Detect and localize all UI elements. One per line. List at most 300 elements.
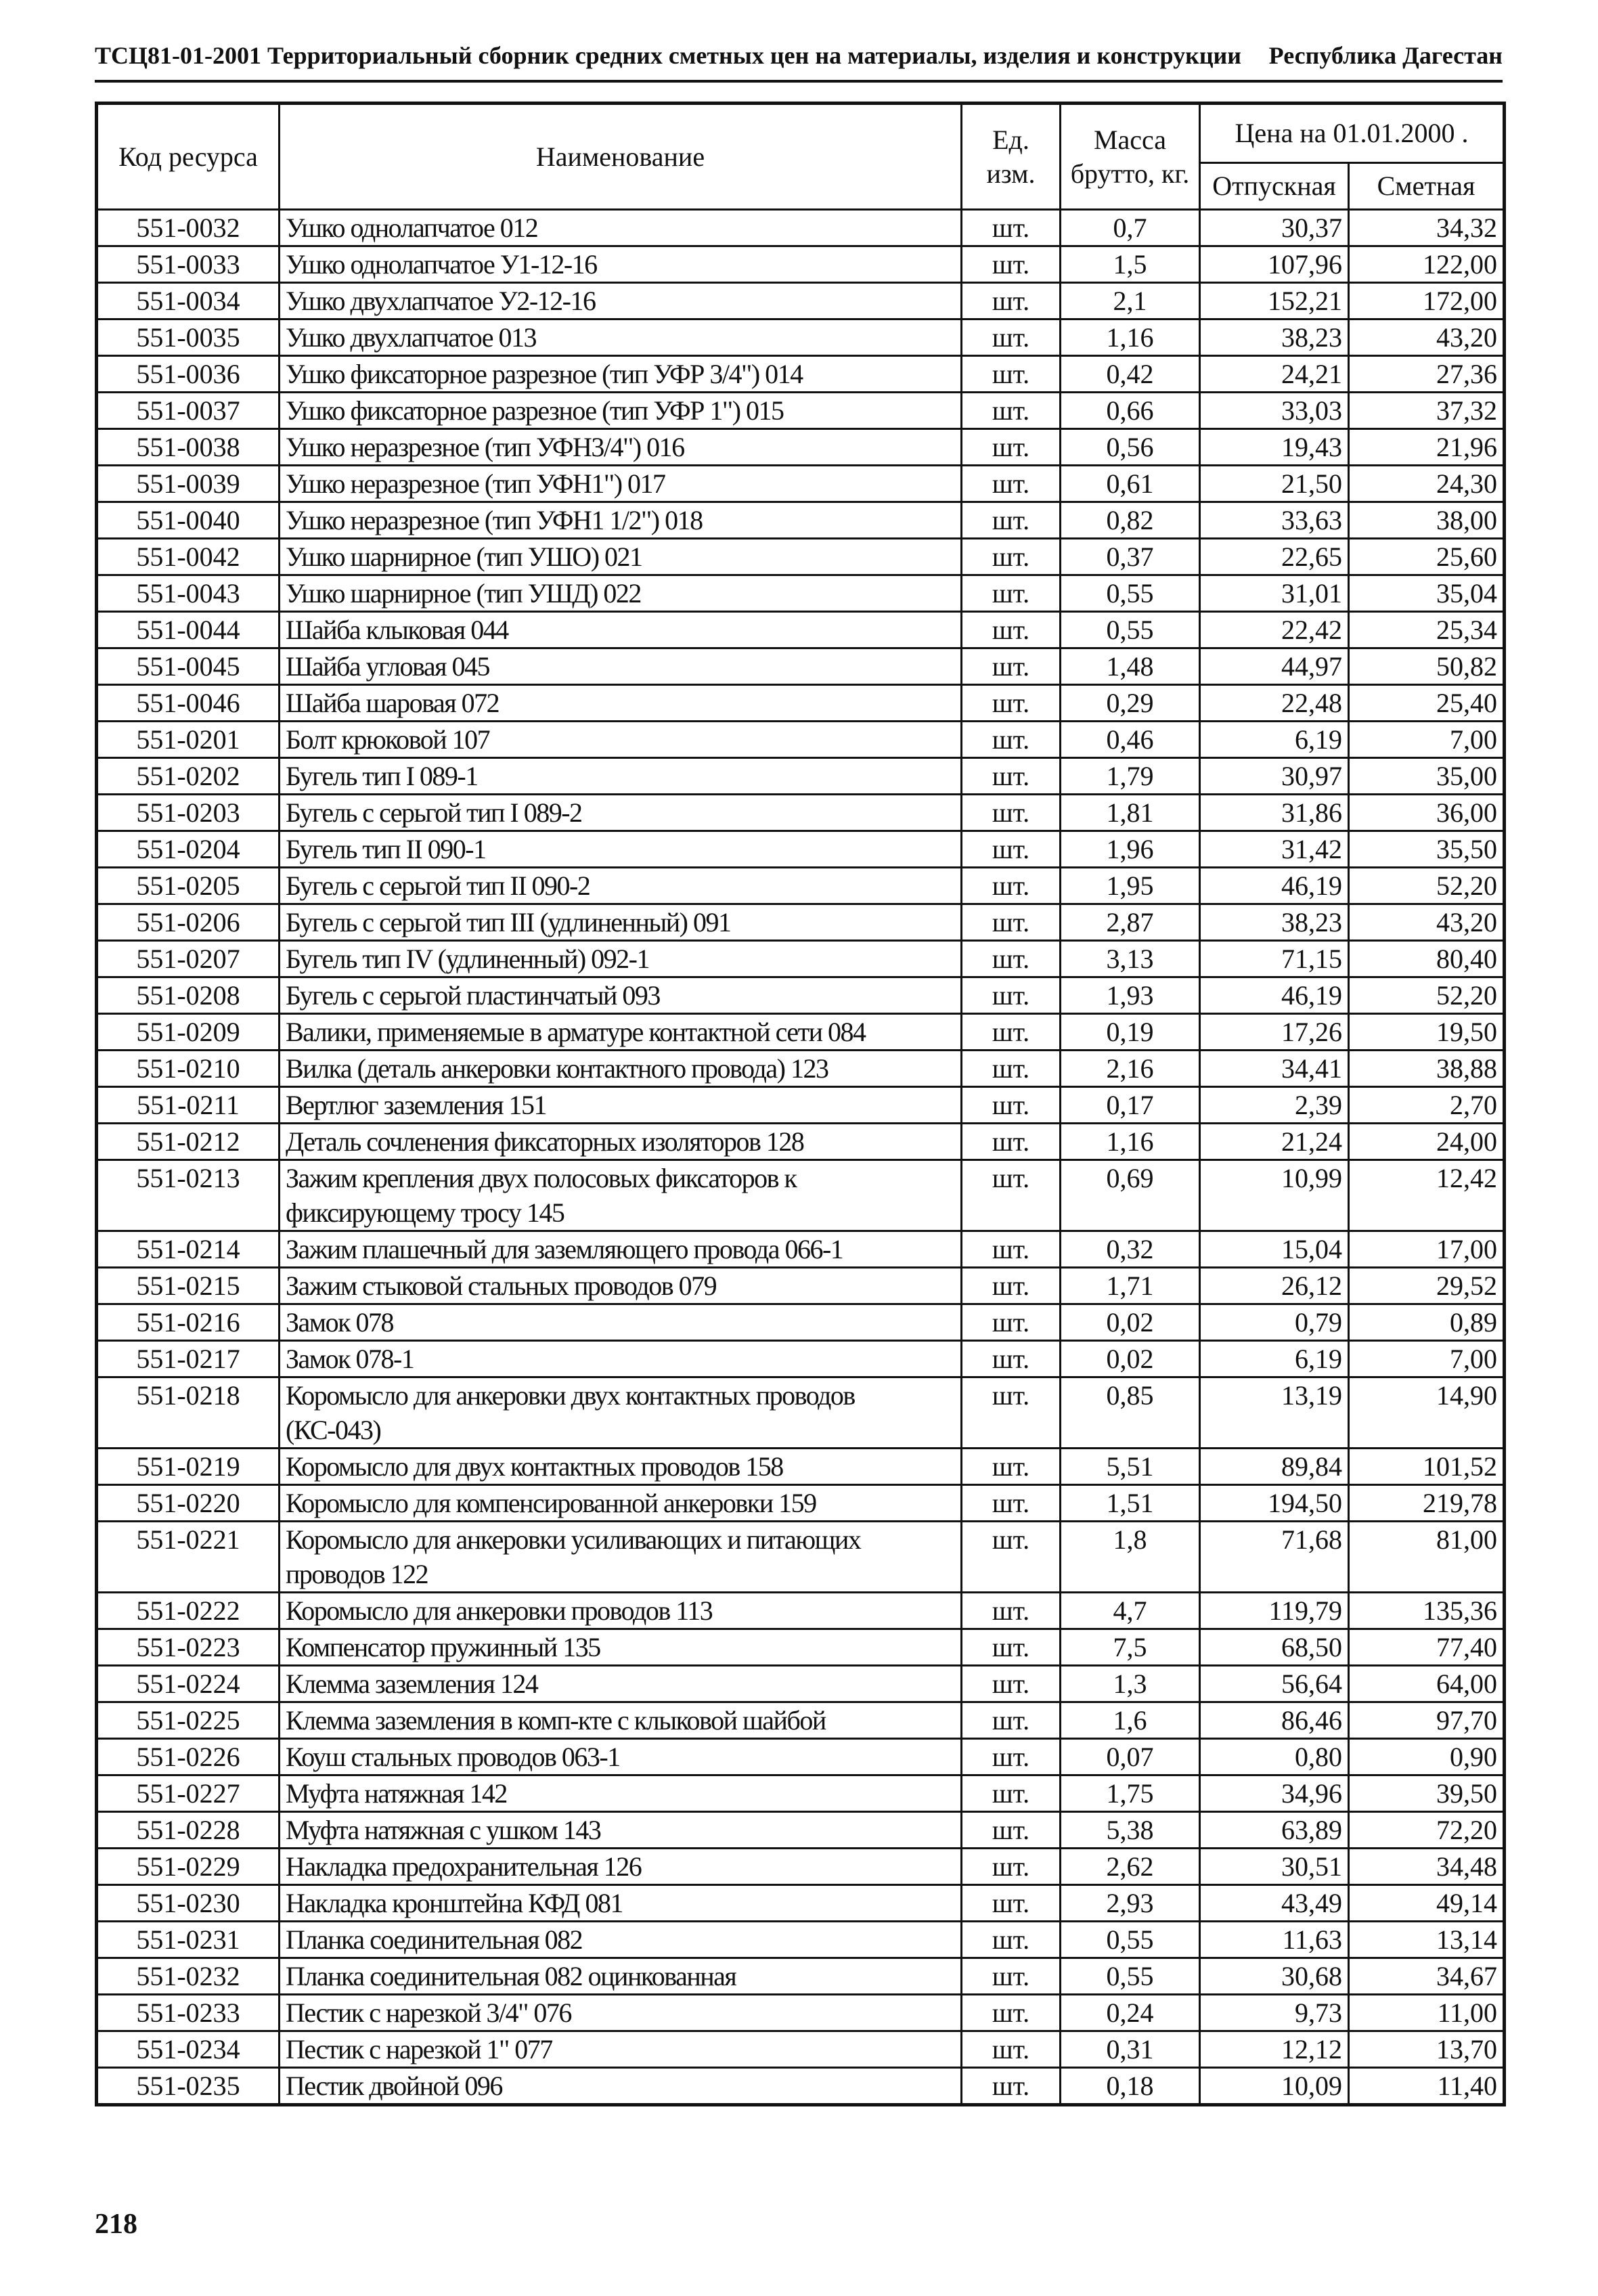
cell-unit: шт.	[962, 1922, 1061, 1958]
cell-name: Бугель с серьгой тип III (удлиненный) 091	[280, 904, 962, 941]
cell-code: 551-0201	[97, 722, 280, 758]
cell-release-price: 68,50	[1200, 1629, 1349, 1666]
table-row	[97, 1702, 1505, 1739]
cell-mass: 0,55	[1061, 1958, 1200, 1995]
cell-release-price: 86,46	[1200, 1702, 1349, 1739]
cell-mass: 1,16	[1061, 1124, 1200, 1160]
cell-code: 551-0228	[97, 1812, 280, 1849]
cell-code: 551-0231	[97, 1922, 280, 1958]
cell-code: 551-0226	[97, 1739, 280, 1775]
cell-unit: шт.	[962, 1377, 1061, 1449]
table-row	[97, 1014, 1505, 1051]
cell-unit: шт.	[962, 1666, 1061, 1702]
cell-estimate-price: 7,00	[1349, 722, 1505, 758]
cell-unit: шт.	[962, 466, 1061, 502]
table-row	[97, 356, 1505, 393]
cell-code: 551-0035	[97, 319, 280, 356]
cell-release-price: 15,04	[1200, 1231, 1349, 1268]
cell-estimate-price: 0,89	[1349, 1304, 1505, 1341]
cell-code: 551-0045	[97, 648, 280, 685]
cell-mass: 0,19	[1061, 1014, 1200, 1051]
cell-code: 551-0207	[97, 941, 280, 977]
cell-release-price: 24,21	[1200, 356, 1349, 393]
cell-code: 551-0205	[97, 868, 280, 904]
cell-estimate-price: 36,00	[1349, 795, 1505, 831]
cell-name: Шайба шаровая 072	[280, 685, 962, 722]
cell-release-price: 89,84	[1200, 1449, 1349, 1485]
cell-mass: 0,82	[1061, 502, 1200, 539]
table-row	[97, 1775, 1505, 1812]
cell-estimate-price: 12,42	[1349, 1160, 1505, 1231]
table-row	[97, 283, 1505, 319]
cell-code: 551-0044	[97, 612, 280, 648]
cell-release-price: 22,48	[1200, 685, 1349, 722]
cell-release-price: 0,80	[1200, 1739, 1349, 1775]
cell-name: Муфта натяжная 142	[280, 1775, 962, 1812]
cell-estimate-price: 39,50	[1349, 1775, 1505, 1812]
table-row	[97, 429, 1505, 466]
cell-release-price: 30,51	[1200, 1849, 1349, 1885]
cell-mass: 0,85	[1061, 1377, 1200, 1449]
cell-mass: 1,71	[1061, 1268, 1200, 1304]
cell-name: Шайба клыковая 044	[280, 612, 962, 648]
cell-code: 551-0222	[97, 1593, 280, 1629]
col-header-unit: Ед. изм.	[962, 104, 1061, 210]
cell-mass: 2,1	[1061, 283, 1200, 319]
cell-mass: 0,32	[1061, 1231, 1200, 1268]
table-row	[97, 1522, 1505, 1593]
cell-unit: шт.	[962, 502, 1061, 539]
table-row	[97, 1666, 1505, 1702]
cell-mass: 0,18	[1061, 2068, 1200, 2105]
cell-code: 551-0042	[97, 539, 280, 575]
cell-name: Ушко шарнирное (тип УШД) 022	[280, 575, 962, 612]
table-row	[97, 246, 1505, 283]
cell-release-price: 19,43	[1200, 429, 1349, 466]
table-row	[97, 685, 1505, 722]
cell-mass: 1,96	[1061, 831, 1200, 868]
table-row	[97, 1449, 1505, 1485]
cell-mass: 0,55	[1061, 575, 1200, 612]
cell-unit: шт.	[962, 393, 1061, 429]
cell-release-price: 34,96	[1200, 1775, 1349, 1812]
table-row	[97, 1341, 1505, 1377]
cell-code: 551-0223	[97, 1629, 280, 1666]
cell-mass: 0,46	[1061, 722, 1200, 758]
cell-unit: шт.	[962, 1268, 1061, 1304]
cell-name: Ушко однолапчатое 012	[280, 210, 962, 246]
cell-estimate-price: 77,40	[1349, 1629, 1505, 1666]
cell-name: Вертлюг заземления 151	[280, 1087, 962, 1124]
header-region: Республика Дагестан	[1268, 42, 1503, 69]
cell-estimate-price: 52,20	[1349, 868, 1505, 904]
cell-name: Валики, применяемые в арматуре контактной сети 084	[280, 1014, 962, 1051]
cell-estimate-price: 7,00	[1349, 1341, 1505, 1377]
cell-name: Болт крюковой 107	[280, 722, 962, 758]
cell-code: 551-0033	[97, 246, 280, 283]
cell-code: 551-0043	[97, 575, 280, 612]
table-row	[97, 1268, 1505, 1304]
cell-release-price: 22,42	[1200, 612, 1349, 648]
cell-name: Ушко двухлапчатое 013	[280, 319, 962, 356]
table-row	[97, 648, 1505, 685]
cell-code: 551-0221	[97, 1522, 280, 1593]
price-table	[95, 102, 1506, 2106]
cell-name: Накладка кронштейна КФД 081	[280, 1885, 962, 1922]
cell-estimate-price: 19,50	[1349, 1014, 1505, 1051]
cell-unit: шт.	[962, 1522, 1061, 1593]
cell-release-price: 38,23	[1200, 904, 1349, 941]
cell-estimate-price: 172,00	[1349, 283, 1505, 319]
cell-release-price: 44,97	[1200, 648, 1349, 685]
cell-name: Замок 078-1	[280, 1341, 962, 1377]
table-row	[97, 1231, 1505, 1268]
cell-code: 551-0204	[97, 831, 280, 868]
cell-release-price: 10,09	[1200, 2068, 1349, 2105]
cell-estimate-price: 29,52	[1349, 1268, 1505, 1304]
cell-estimate-price: 34,32	[1349, 210, 1505, 246]
cell-release-price: 10,99	[1200, 1160, 1349, 1231]
cell-code: 551-0209	[97, 1014, 280, 1051]
table-row	[97, 1160, 1505, 1231]
cell-name: Зажим плашечный для заземляющего провода 066-1	[280, 1231, 962, 1268]
table-row	[97, 2031, 1505, 2068]
cell-release-price: 71,15	[1200, 941, 1349, 977]
table-row	[97, 1304, 1505, 1341]
cell-unit: шт.	[962, 2068, 1061, 2105]
cell-name: Бугель тип IV (удлиненный) 092-1	[280, 941, 962, 977]
cell-release-price: 26,12	[1200, 1268, 1349, 1304]
col-header-mass: Масса брутто, кг.	[1061, 104, 1200, 210]
cell-name: Бугель тип I 089-1	[280, 758, 962, 795]
cell-release-price: 11,63	[1200, 1922, 1349, 1958]
cell-release-price: 38,23	[1200, 319, 1349, 356]
cell-release-price: 6,19	[1200, 722, 1349, 758]
cell-mass: 0,7	[1061, 210, 1200, 246]
cell-unit: шт.	[962, 612, 1061, 648]
page-header	[95, 35, 1503, 76]
cell-mass: 2,93	[1061, 1885, 1200, 1922]
cell-estimate-price: 34,67	[1349, 1958, 1505, 1995]
table-row	[97, 758, 1505, 795]
cell-name: Вилка (деталь анкеровки контактного провода) 123	[280, 1051, 962, 1087]
cell-mass: 0,07	[1061, 1739, 1200, 1775]
cell-estimate-price: 101,52	[1349, 1449, 1505, 1485]
cell-name: Деталь сочленения фиксаторных изоляторов 128	[280, 1124, 962, 1160]
cell-mass: 0,42	[1061, 356, 1200, 393]
cell-code: 551-0034	[97, 283, 280, 319]
table-row	[97, 1995, 1505, 2031]
table-row	[97, 1377, 1505, 1449]
cell-name: Коромысло для анкеровки двух контактных проводов (КС-043)	[280, 1377, 962, 1449]
cell-name: Пестик двойной 096	[280, 2068, 962, 2105]
cell-mass: 1,51	[1061, 1485, 1200, 1522]
cell-unit: шт.	[962, 1160, 1061, 1231]
cell-code: 551-0227	[97, 1775, 280, 1812]
cell-name: Ушко фиксаторное разрезное (тип УФР 1") 015	[280, 393, 962, 429]
cell-unit: шт.	[962, 356, 1061, 393]
table-row	[97, 466, 1505, 502]
cell-estimate-price: 81,00	[1349, 1522, 1505, 1593]
table-row	[97, 941, 1505, 977]
cell-code: 551-0234	[97, 2031, 280, 2068]
table-row	[97, 722, 1505, 758]
table-row	[97, 1593, 1505, 1629]
cell-unit: шт.	[962, 1739, 1061, 1775]
cell-code: 551-0206	[97, 904, 280, 941]
cell-unit: шт.	[962, 1593, 1061, 1629]
cell-release-price: 21,24	[1200, 1124, 1349, 1160]
cell-name: Компенсатор пружинный 135	[280, 1629, 962, 1666]
cell-estimate-price: 135,36	[1349, 1593, 1505, 1629]
cell-mass: 4,7	[1061, 1593, 1200, 1629]
cell-name: Коромысло для анкеровки усиливающих и питающих проводов 122	[280, 1522, 962, 1593]
cell-mass: 0,29	[1061, 685, 1200, 722]
cell-name: Коромысло для анкеровки проводов 113	[280, 1593, 962, 1629]
cell-estimate-price: 37,32	[1349, 393, 1505, 429]
table-row	[97, 575, 1505, 612]
cell-estimate-price: 11,40	[1349, 2068, 1505, 2105]
cell-name: Коуш стальных проводов 063-1	[280, 1739, 962, 1775]
cell-unit: шт.	[962, 210, 1061, 246]
cell-release-price: 43,49	[1200, 1885, 1349, 1922]
cell-name: Бугель с серьгой тип II 090-2	[280, 868, 962, 904]
cell-name: Ушко однолапчатое У1-12-16	[280, 246, 962, 283]
cell-code: 551-0203	[97, 795, 280, 831]
cell-release-price: 194,50	[1200, 1485, 1349, 1522]
cell-mass: 1,93	[1061, 977, 1200, 1014]
cell-mass: 0,66	[1061, 393, 1200, 429]
cell-release-price: 30,37	[1200, 210, 1349, 246]
cell-estimate-price: 13,70	[1349, 2031, 1505, 2068]
cell-release-price: 31,01	[1200, 575, 1349, 612]
cell-release-price: 63,89	[1200, 1812, 1349, 1849]
cell-release-price: 46,19	[1200, 977, 1349, 1014]
cell-unit: шт.	[962, 904, 1061, 941]
cell-code: 551-0225	[97, 1702, 280, 1739]
cell-estimate-price: 80,40	[1349, 941, 1505, 977]
cell-code: 551-0032	[97, 210, 280, 246]
cell-estimate-price: 2,70	[1349, 1087, 1505, 1124]
cell-mass: 1,5	[1061, 246, 1200, 283]
cell-unit: шт.	[962, 1702, 1061, 1739]
col-header-release-price: Отпускная	[1200, 163, 1349, 210]
cell-code: 551-0218	[97, 1377, 280, 1449]
cell-estimate-price: 38,88	[1349, 1051, 1505, 1087]
cell-unit: шт.	[962, 648, 1061, 685]
cell-name: Муфта натяжная с ушком 143	[280, 1812, 962, 1849]
cell-unit: шт.	[962, 795, 1061, 831]
cell-code: 551-0046	[97, 685, 280, 722]
cell-unit: шт.	[962, 539, 1061, 575]
table-row	[97, 1885, 1505, 1922]
table-row	[97, 904, 1505, 941]
cell-estimate-price: 43,20	[1349, 319, 1505, 356]
cell-mass: 0,24	[1061, 1995, 1200, 2031]
cell-mass: 1,79	[1061, 758, 1200, 795]
table-row	[97, 1051, 1505, 1087]
cell-release-price: 107,96	[1200, 246, 1349, 283]
cell-unit: шт.	[962, 1304, 1061, 1341]
cell-code: 551-0233	[97, 1995, 280, 2031]
cell-estimate-price: 97,70	[1349, 1702, 1505, 1739]
cell-code: 551-0224	[97, 1666, 280, 1702]
cell-estimate-price: 52,20	[1349, 977, 1505, 1014]
cell-code: 551-0215	[97, 1268, 280, 1304]
cell-release-price: 17,26	[1200, 1014, 1349, 1051]
cell-mass: 1,3	[1061, 1666, 1200, 1702]
cell-code: 551-0202	[97, 758, 280, 795]
cell-name: Бугель тип II 090-1	[280, 831, 962, 868]
cell-release-price: 152,21	[1200, 283, 1349, 319]
cell-mass: 0,02	[1061, 1304, 1200, 1341]
cell-mass: 0,31	[1061, 2031, 1200, 2068]
table-row	[97, 502, 1505, 539]
cell-unit: шт.	[962, 1775, 1061, 1812]
cell-estimate-price: 35,00	[1349, 758, 1505, 795]
table-row	[97, 393, 1505, 429]
cell-estimate-price: 49,14	[1349, 1885, 1505, 1922]
cell-release-price: 21,50	[1200, 466, 1349, 502]
cell-release-price: 71,68	[1200, 1522, 1349, 1593]
cell-unit: шт.	[962, 1849, 1061, 1885]
cell-unit: шт.	[962, 1231, 1061, 1268]
cell-release-price: 12,12	[1200, 2031, 1349, 2068]
cell-name: Планка соединительная 082 оцинкованная	[280, 1958, 962, 1995]
table-row	[97, 539, 1505, 575]
cell-mass: 2,16	[1061, 1051, 1200, 1087]
cell-estimate-price: 0,90	[1349, 1739, 1505, 1775]
cell-unit: шт.	[962, 246, 1061, 283]
cell-release-price: 9,73	[1200, 1995, 1349, 2031]
cell-release-price: 56,64	[1200, 1666, 1349, 1702]
cell-mass: 2,87	[1061, 904, 1200, 941]
cell-unit: шт.	[962, 1812, 1061, 1849]
cell-code: 551-0211	[97, 1087, 280, 1124]
cell-unit: шт.	[962, 429, 1061, 466]
cell-mass: 1,95	[1061, 868, 1200, 904]
cell-name: Планка соединительная 082	[280, 1922, 962, 1958]
cell-unit: шт.	[962, 941, 1061, 977]
cell-unit: шт.	[962, 831, 1061, 868]
cell-name: Ушко неразрезное (тип УФН3/4") 016	[280, 429, 962, 466]
cell-code: 551-0036	[97, 356, 280, 393]
cell-estimate-price: 13,14	[1349, 1922, 1505, 1958]
cell-name: Бугель с серьгой пластинчатый 093	[280, 977, 962, 1014]
cell-mass: 0,55	[1061, 1922, 1200, 1958]
table-row	[97, 1849, 1505, 1885]
header-rule	[95, 80, 1503, 83]
cell-unit: шт.	[962, 977, 1061, 1014]
col-header-estimate-price: Сметная	[1349, 163, 1505, 210]
cell-estimate-price: 17,00	[1349, 1231, 1505, 1268]
cell-estimate-price: 219,78	[1349, 1485, 1505, 1522]
table-row	[97, 1124, 1505, 1160]
cell-mass: 1,16	[1061, 319, 1200, 356]
cell-unit: шт.	[962, 722, 1061, 758]
cell-name: Ушко шарнирное (тип УШО) 021	[280, 539, 962, 575]
cell-estimate-price: 27,36	[1349, 356, 1505, 393]
cell-name: Клемма заземления в комп-кте с клыковой шайбой	[280, 1702, 962, 1739]
cell-unit: шт.	[962, 1087, 1061, 1124]
cell-unit: шт.	[962, 1885, 1061, 1922]
cell-code: 551-0232	[97, 1958, 280, 1995]
cell-estimate-price: 24,00	[1349, 1124, 1505, 1160]
table-row	[97, 1087, 1505, 1124]
cell-mass: 5,38	[1061, 1812, 1200, 1849]
cell-code: 551-0229	[97, 1849, 280, 1885]
cell-mass: 5,51	[1061, 1449, 1200, 1485]
cell-estimate-price: 72,20	[1349, 1812, 1505, 1849]
table-row	[97, 1739, 1505, 1775]
cell-name: Коромысло для двух контактных проводов 158	[280, 1449, 962, 1485]
cell-code: 551-0208	[97, 977, 280, 1014]
cell-release-price: 34,41	[1200, 1051, 1349, 1087]
table-row	[97, 210, 1505, 246]
cell-mass: 1,6	[1061, 1702, 1200, 1739]
cell-unit: шт.	[962, 1051, 1061, 1087]
cell-unit: шт.	[962, 685, 1061, 722]
cell-name: Ушко неразрезное (тип УФН1 1/2") 018	[280, 502, 962, 539]
cell-unit: шт.	[962, 1449, 1061, 1485]
cell-estimate-price: 34,48	[1349, 1849, 1505, 1885]
table-row	[97, 977, 1505, 1014]
cell-unit: шт.	[962, 868, 1061, 904]
table-row	[97, 831, 1505, 868]
cell-unit: шт.	[962, 1958, 1061, 1995]
cell-code: 551-0230	[97, 1885, 280, 1922]
cell-release-price: 22,65	[1200, 539, 1349, 575]
cell-release-price: 31,42	[1200, 831, 1349, 868]
cell-estimate-price: 64,00	[1349, 1666, 1505, 1702]
cell-mass: 0,17	[1061, 1087, 1200, 1124]
cell-mass: 0,37	[1061, 539, 1200, 575]
table-row	[97, 795, 1505, 831]
col-header-name: Наименование	[280, 104, 962, 210]
cell-release-price: 46,19	[1200, 868, 1349, 904]
cell-code: 551-0210	[97, 1051, 280, 1087]
cell-unit: шт.	[962, 758, 1061, 795]
cell-estimate-price: 122,00	[1349, 246, 1505, 283]
cell-mass: 0,55	[1061, 612, 1200, 648]
cell-mass: 0,61	[1061, 466, 1200, 502]
cell-unit: шт.	[962, 575, 1061, 612]
cell-code: 551-0037	[97, 393, 280, 429]
cell-mass: 1,75	[1061, 1775, 1200, 1812]
cell-unit: шт.	[962, 1124, 1061, 1160]
cell-estimate-price: 14,90	[1349, 1377, 1505, 1449]
cell-estimate-price: 38,00	[1349, 502, 1505, 539]
cell-code: 551-0213	[97, 1160, 280, 1231]
cell-estimate-price: 35,50	[1349, 831, 1505, 868]
table-row	[97, 1958, 1505, 1995]
cell-name: Зажим крепления двух полосовых фиксаторов к фиксирующему тросу 145	[280, 1160, 962, 1231]
cell-release-price: 6,19	[1200, 1341, 1349, 1377]
cell-name: Коромысло для компенсированной анкеровки 159	[280, 1485, 962, 1522]
cell-name: Пестик с нарезкой 1" 077	[280, 2031, 962, 2068]
cell-code: 551-0212	[97, 1124, 280, 1160]
cell-unit: шт.	[962, 283, 1061, 319]
cell-name: Шайба угловая 045	[280, 648, 962, 685]
cell-mass: 0,02	[1061, 1341, 1200, 1377]
table-row	[97, 612, 1505, 648]
cell-mass: 2,62	[1061, 1849, 1200, 1885]
cell-code: 551-0216	[97, 1304, 280, 1341]
cell-name: Ушко двухлапчатое У2-12-16	[280, 283, 962, 319]
cell-estimate-price: 25,60	[1349, 539, 1505, 575]
cell-release-price: 33,03	[1200, 393, 1349, 429]
col-header-price: Цена на 01.01.2000 .	[1200, 104, 1505, 163]
